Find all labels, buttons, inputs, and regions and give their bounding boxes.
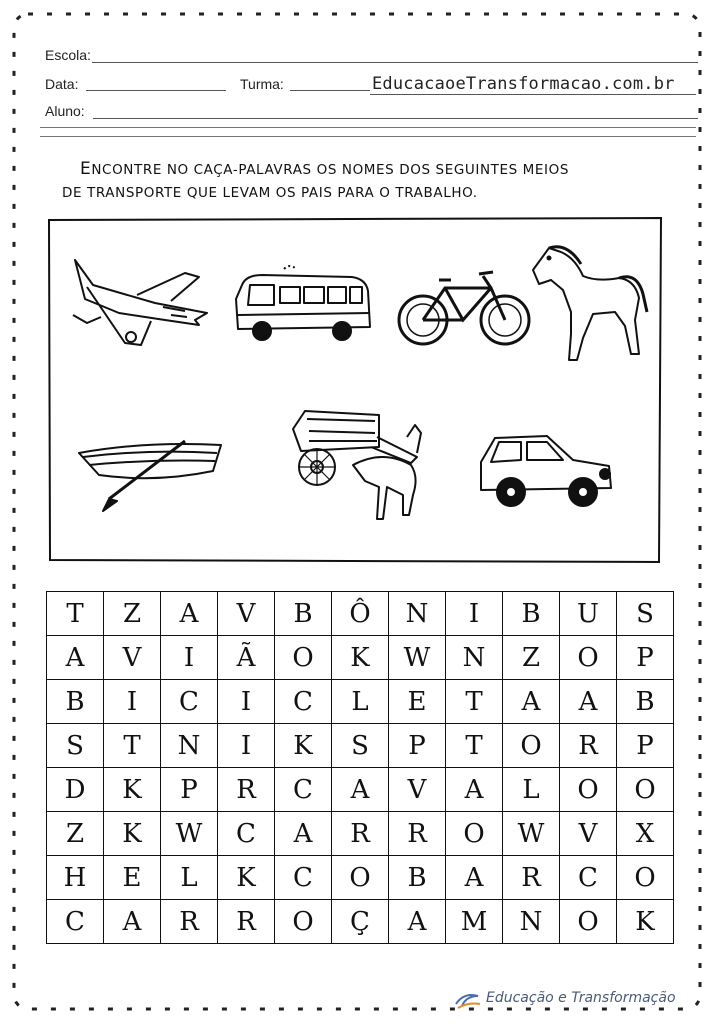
grid-row	[47, 636, 674, 680]
grid-cell[interactable]: A	[503, 680, 560, 724]
grid-cell[interactable]: W	[161, 812, 218, 856]
grid-cell[interactable]: C	[560, 856, 617, 900]
grid-cell[interactable]: B	[389, 856, 446, 900]
grid-cell[interactable]: O	[617, 768, 674, 812]
grid-cell[interactable]: O	[275, 900, 332, 944]
grid-cell[interactable]: A	[47, 636, 104, 680]
header-divider	[40, 127, 696, 128]
grid-cell[interactable]: R	[218, 768, 275, 812]
instructions-line-1: NCONTRE NO CAÇA-PALAVRAS OS NOMES DOS SEGUINTES MEIOS	[91, 162, 570, 178]
grid-cell[interactable]: T	[446, 724, 503, 768]
grid-row	[47, 592, 674, 636]
grid-cell[interactable]: S	[332, 724, 389, 768]
grid-cell[interactable]: V	[218, 592, 275, 636]
grid-cell[interactable]: T	[47, 592, 104, 636]
grid-cell[interactable]: E	[104, 856, 161, 900]
date-field[interactable]	[86, 90, 226, 91]
grid-cell[interactable]: C	[275, 856, 332, 900]
class-field[interactable]	[290, 90, 370, 91]
brand-swirl-icon	[452, 990, 482, 1012]
grid-cell[interactable]: O	[503, 724, 560, 768]
grid-cell[interactable]: R	[560, 724, 617, 768]
grid-cell[interactable]: Z	[47, 812, 104, 856]
grid-cell[interactable]: L	[332, 680, 389, 724]
grid-cell[interactable]: A	[446, 768, 503, 812]
grid-cell[interactable]: H	[47, 856, 104, 900]
grid-cell[interactable]: C	[275, 768, 332, 812]
grid-row	[47, 856, 674, 900]
grid-cell[interactable]: P	[617, 636, 674, 680]
grid-cell[interactable]: W	[389, 636, 446, 680]
grid-cell[interactable]: Z	[503, 636, 560, 680]
grid-row	[47, 900, 674, 944]
grid-cell[interactable]: C	[218, 812, 275, 856]
grid-cell[interactable]: N	[446, 636, 503, 680]
grid-cell[interactable]: T	[104, 724, 161, 768]
student-label: Aluno:	[45, 103, 85, 119]
grid-cell[interactable]: K	[104, 768, 161, 812]
grid-cell[interactable]: I	[218, 724, 275, 768]
grid-cell[interactable]: X	[617, 812, 674, 856]
header-divider-2	[40, 136, 696, 137]
grid-cell[interactable]: A	[104, 900, 161, 944]
grid-cell[interactable]: R	[161, 900, 218, 944]
grid-cell[interactable]: U	[560, 592, 617, 636]
grid-cell[interactable]: A	[560, 680, 617, 724]
bicycle-icon	[399, 272, 529, 344]
grid-row	[47, 812, 674, 856]
grid-cell[interactable]: P	[389, 724, 446, 768]
grid-cell[interactable]: N	[161, 724, 218, 768]
grid-cell[interactable]: M	[446, 900, 503, 944]
grid-cell[interactable]: B	[47, 680, 104, 724]
grid-cell[interactable]: Ã	[218, 636, 275, 680]
grid-cell[interactable]: I	[161, 636, 218, 680]
instructions	[62, 158, 662, 205]
grid-cell[interactable]: I	[218, 680, 275, 724]
grid-cell[interactable]: D	[47, 768, 104, 812]
grid-cell[interactable]: C	[47, 900, 104, 944]
grid-cell[interactable]: N	[389, 592, 446, 636]
date-label: Data:	[45, 76, 79, 92]
word-search-grid	[46, 591, 674, 944]
instructions-first-letter: E	[80, 159, 92, 179]
boat-icon	[79, 441, 221, 511]
grid-row	[47, 768, 674, 812]
grid-cell[interactable]: A	[389, 900, 446, 944]
airplane-icon	[73, 260, 207, 345]
grid-cell[interactable]: R	[503, 856, 560, 900]
grid-cell[interactable]: R	[389, 812, 446, 856]
grid-cell[interactable]: V	[560, 812, 617, 856]
grid-row	[47, 724, 674, 768]
class-label: Turma:	[240, 76, 284, 92]
website-underline	[370, 94, 696, 95]
grid-cell[interactable]: K	[218, 856, 275, 900]
grid-cell[interactable]: P	[617, 724, 674, 768]
car-icon	[481, 436, 611, 506]
grid-cell[interactable]: S	[47, 724, 104, 768]
brand-text: Educação e Transformação	[486, 990, 676, 1006]
grid-cell[interactable]: C	[275, 680, 332, 724]
grid-cell[interactable]: V	[104, 636, 161, 680]
grid-cell[interactable]: E	[389, 680, 446, 724]
grid-cell[interactable]: O	[275, 636, 332, 680]
grid-cell[interactable]: A	[332, 768, 389, 812]
grid-cell[interactable]: O	[560, 768, 617, 812]
grid-cell[interactable]: Ô	[332, 592, 389, 636]
grid-cell[interactable]: S	[617, 592, 674, 636]
grid-cell[interactable]: L	[161, 856, 218, 900]
cart-icon	[293, 411, 421, 519]
bus-icon	[236, 266, 370, 340]
grid-cell[interactable]: A	[161, 592, 218, 636]
picture-box	[47, 217, 663, 564]
grid-cell[interactable]: K	[617, 900, 674, 944]
grid-cell[interactable]: B	[275, 592, 332, 636]
grid-cell[interactable]: B	[617, 680, 674, 724]
grid-row	[47, 680, 674, 724]
grid-cell[interactable]: Z	[104, 592, 161, 636]
grid-cell[interactable]: A	[275, 812, 332, 856]
grid-cell[interactable]: V	[389, 768, 446, 812]
grid-cell[interactable]: I	[104, 680, 161, 724]
grid-cell[interactable]: Ç	[332, 900, 389, 944]
grid-cell[interactable]: P	[161, 768, 218, 812]
horse-icon	[533, 247, 647, 360]
grid-cell[interactable]: C	[161, 680, 218, 724]
school-label: Escola:	[45, 47, 91, 63]
grid-cell[interactable]: L	[503, 768, 560, 812]
school-field[interactable]	[92, 62, 698, 63]
grid-cell[interactable]: R	[218, 900, 275, 944]
grid-cell[interactable]: O	[332, 856, 389, 900]
grid-cell[interactable]: R	[332, 812, 389, 856]
grid-cell[interactable]: O	[560, 636, 617, 680]
grid-cell[interactable]: A	[446, 856, 503, 900]
grid-cell[interactable]: O	[617, 856, 674, 900]
grid-cell[interactable]: N	[503, 900, 560, 944]
grid-cell[interactable]: W	[503, 812, 560, 856]
grid-cell[interactable]: I	[446, 592, 503, 636]
grid-cell[interactable]: B	[503, 592, 560, 636]
grid-cell[interactable]: O	[560, 900, 617, 944]
grid-cell[interactable]: K	[332, 636, 389, 680]
website-text: EducacaoeTransformacao.com.br	[372, 74, 675, 94]
instructions-line-2: DE TRANSPORTE QUE LEVAM OS PAIS PARA O TRABALHO.	[62, 185, 478, 201]
student-field[interactable]	[93, 118, 698, 119]
grid-cell[interactable]: K	[275, 724, 332, 768]
grid-cell[interactable]: T	[446, 680, 503, 724]
grid-cell[interactable]: O	[446, 812, 503, 856]
grid-cell[interactable]: K	[104, 812, 161, 856]
